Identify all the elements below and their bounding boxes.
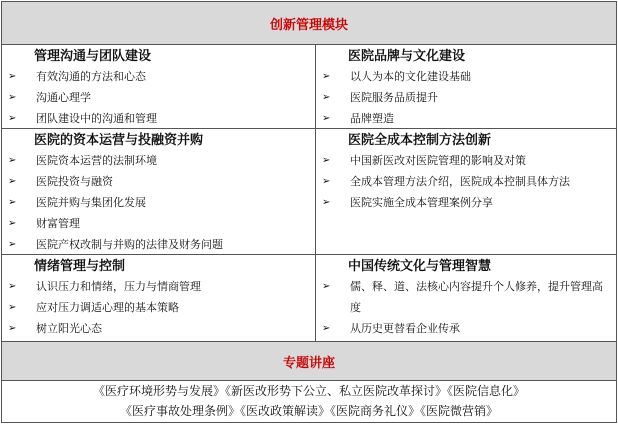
special-topics — [2, 380, 616, 424]
list-item: ➢ 财富管理 — [8, 213, 311, 234]
list-item: ➢ 团队建设中的沟通和管理 — [8, 108, 311, 129]
module-items — [322, 276, 612, 339]
module-items — [8, 150, 311, 255]
module-title: 管理沟通与团队建设 — [34, 49, 152, 64]
special-band — [2, 341, 616, 381]
module-items — [8, 66, 311, 129]
module-title: 医院品牌与文化建设 — [348, 49, 466, 64]
arrow-bullet-icon: ➢ — [322, 197, 331, 208]
module-items — [322, 150, 612, 213]
list-item: ➢ 有效沟通的方法和心态 — [8, 66, 311, 87]
module-title: 情绪管理与控制 — [34, 259, 126, 274]
header-band — [2, 2, 616, 45]
module-communication — [2, 45, 315, 128]
list-item: ➢ 沟通心理学 — [8, 87, 311, 108]
list-item: ➢ 医院服务品质提升 — [322, 87, 612, 108]
arrow-bullet-icon: ➢ — [8, 155, 17, 166]
module-table — [1, 1, 617, 423]
module-traditional-culture — [316, 255, 616, 341]
list-item: ➢ 以人为本的文化建设基础 — [322, 66, 612, 87]
special-title: 专题讲座 — [282, 355, 335, 371]
module-capital — [2, 129, 315, 254]
list-item: ➢ 儒、释、道、法核心内容提升个人修养，提升管理高度 — [322, 276, 612, 318]
arrow-bullet-icon: ➢ — [8, 281, 17, 292]
module-items — [8, 276, 311, 339]
arrow-bullet-icon: ➢ — [8, 113, 17, 124]
topics-line-2: 《医疗事故处理条例》《医改政策解读》《医院商务礼仪》《医院微营销》 — [119, 404, 498, 418]
list-item: ➢ 医院并购与集团化发展 — [8, 192, 311, 213]
module-brand-culture — [316, 45, 616, 128]
module-items — [322, 66, 612, 129]
arrow-bullet-icon: ➢ — [322, 323, 331, 334]
arrow-bullet-icon: ➢ — [8, 323, 17, 334]
list-item: ➢ 医院投资与融资 — [8, 171, 311, 192]
module-title: 医院的资本运营与投融资并购 — [34, 133, 204, 148]
arrow-bullet-icon: ➢ — [8, 176, 17, 187]
module-emotion — [2, 255, 315, 341]
arrow-bullet-icon: ➢ — [8, 71, 17, 82]
header-title: 创新管理模块 — [269, 17, 348, 33]
module-title: 医院全成本控制方法创新 — [348, 133, 492, 148]
arrow-bullet-icon: ➢ — [322, 113, 331, 124]
arrow-bullet-icon: ➢ — [322, 92, 331, 103]
list-item: ➢ 全成本管理方法介绍，医院成本控制具体方法 — [322, 171, 612, 192]
topics-line-1: 《医疗环境形势与发展》《新医改形势下公立、私立医院改革探讨》《医院信息化》 — [92, 384, 525, 398]
arrow-bullet-icon: ➢ — [8, 197, 17, 208]
arrow-bullet-icon: ➢ — [322, 281, 331, 292]
list-item: ➢ 树立阳光心态 — [8, 318, 311, 339]
arrow-bullet-icon: ➢ — [8, 92, 17, 103]
list-item: ➢ 应对压力调适心理的基本策略 — [8, 297, 311, 318]
list-item: ➢ 医院产权改制与并购的法律及财务问题 — [8, 234, 311, 255]
list-item: ➢ 医院实施全成本管理案例分享 — [322, 192, 612, 213]
arrow-bullet-icon: ➢ — [8, 239, 17, 250]
list-item: ➢ 认识压力和情绪，压力与情商管理 — [8, 276, 311, 297]
module-title: 中国传统文化与管理智慧 — [348, 259, 492, 274]
list-item: ➢ 品牌塑造 — [322, 108, 612, 129]
list-item: ➢ 中国新医改对医院管理的影响及对策 — [322, 150, 612, 171]
arrow-bullet-icon: ➢ — [322, 155, 331, 166]
list-item: ➢ 从历史更替看企业传承 — [322, 318, 612, 339]
arrow-bullet-icon: ➢ — [322, 71, 331, 82]
module-cost-control — [316, 129, 616, 254]
arrow-bullet-icon: ➢ — [322, 176, 331, 187]
arrow-bullet-icon: ➢ — [8, 302, 17, 313]
list-item: ➢ 医院资本运营的法制环境 — [8, 150, 311, 171]
arrow-bullet-icon: ➢ — [8, 218, 17, 229]
